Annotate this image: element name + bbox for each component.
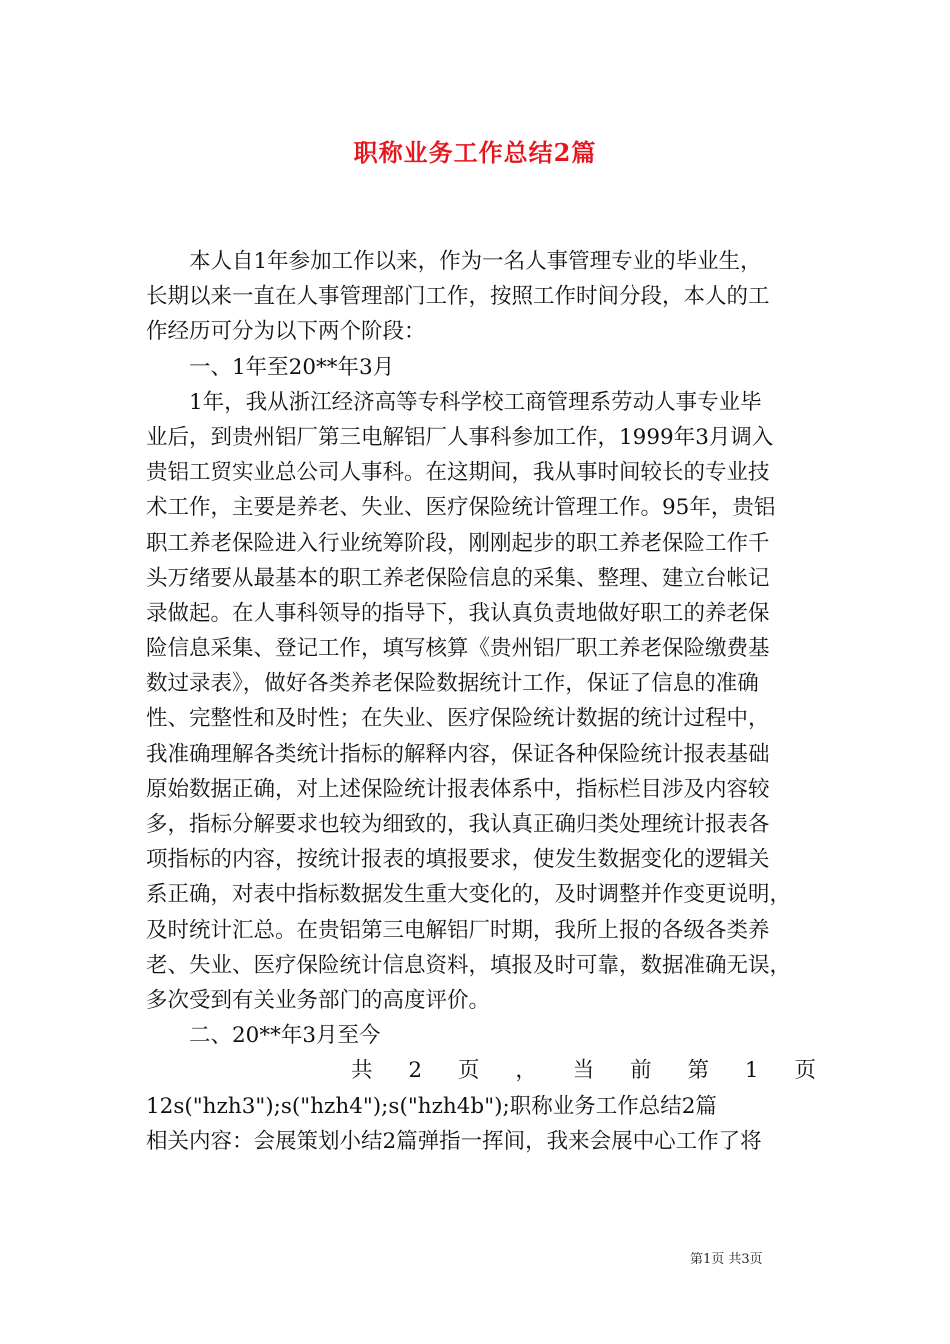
text-line: 职工养老保险进入行业统筹阶段，刚刚起步的职工养老保险工作千 [146, 530, 770, 556]
text-line: 贵铝工贸实业总公司人事科。在这期间，我从事时间较长的专业技 [146, 460, 770, 486]
text-line: 项指标的内容，按统计报表的填报要求，使发生数据变化的逻辑关 [146, 847, 770, 873]
text-line: 数过录表》，做好各类养老保险数据统计工作，保证了信息的准确 [146, 671, 759, 697]
text-line: 长期以来一直在人事管理部门工作，按照工作时间分段，本人的工 [146, 284, 770, 310]
text-line: 作经历可分为以下两个阶段： [146, 319, 426, 345]
page-count-char: 当 [572, 1058, 595, 1084]
page-footer: 第1页 共3页 [690, 1252, 763, 1267]
text-line: 多，指标分解要求也较为细致的，我认真正确归类处理统计报表各 [146, 812, 770, 837]
page-count-char: 共 [351, 1058, 373, 1084]
document-body [146, 244, 816, 1159]
text-line: 多次受到有关业务部门的高度评价。 [146, 987, 491, 1013]
page-count-char: 页 [457, 1058, 480, 1084]
page-count-char: 第 [687, 1058, 710, 1084]
page-count-char: 1 [744, 1058, 759, 1084]
text-line: 术工作，主要是养老、失业、医疗保险统计管理工作。95年，贵铝 [146, 495, 776, 521]
text-line: 我准确理解各类统计指标的解释内容，保证各种保险统计报表基础 [146, 741, 770, 767]
page-count-line [146, 1053, 816, 1088]
text-line: 12s("hzh3");s("hzh4");s("hzh4b");职称业务工作总结2篇 [146, 1093, 717, 1119]
text-line: 及时统计汇总。在贵铝第三电解铝厂时期，我所上报的各级各类养 [146, 917, 770, 943]
page-count-char: ， [515, 1058, 537, 1084]
page-count-char: 2 [408, 1058, 423, 1084]
page-count-char: 页 [794, 1058, 816, 1084]
section-heading: 一、1年至20**年3月 [189, 354, 395, 380]
text-line: 录做起。在人事科领导的指导下，我认真负责地做好职工的养老保 [146, 600, 770, 626]
text-line: 本人自1年参加工作以来，作为一名人事管理专业的毕业生， [189, 249, 762, 274]
text-line: 头万绪要从最基本的职工养老保险信息的采集、整理、建立台帐记 [146, 565, 770, 591]
text-line: 1年，我从浙江经济高等专科学校工商管理系劳动人事专业毕 [189, 389, 762, 415]
text-line: 系正确，对表中指标数据发生重大变化的，及时调整并作变更说明， [146, 882, 792, 908]
text-line: 业后，到贵州铝厂第三电解铝厂人事科参加工作，1999年3月调入 [146, 424, 774, 450]
text-line: 性、完整性和及时性；在失业、医疗保险统计数据的统计过程中， [146, 706, 770, 732]
page-count-char: 前 [630, 1058, 652, 1084]
text-line: 险信息采集、登记工作，填写核算《贵州铝厂职工养老保险缴费基 [146, 636, 770, 662]
document-title: 职称业务工作总结2篇 [353, 138, 597, 167]
section-heading: 二、20**年3月至今 [189, 1023, 381, 1049]
text-line: 相关内容：会展策划小结2篇弹指一挥间，我来会展中心工作了将 [146, 1128, 762, 1154]
text-line: 原始数据正确，对上述保险统计报表体系中，指标栏目涉及内容较 [146, 776, 770, 802]
text-line: 老、失业、医疗保险统计信息资料，填报及时可靠，数据准确无误， [146, 952, 792, 978]
